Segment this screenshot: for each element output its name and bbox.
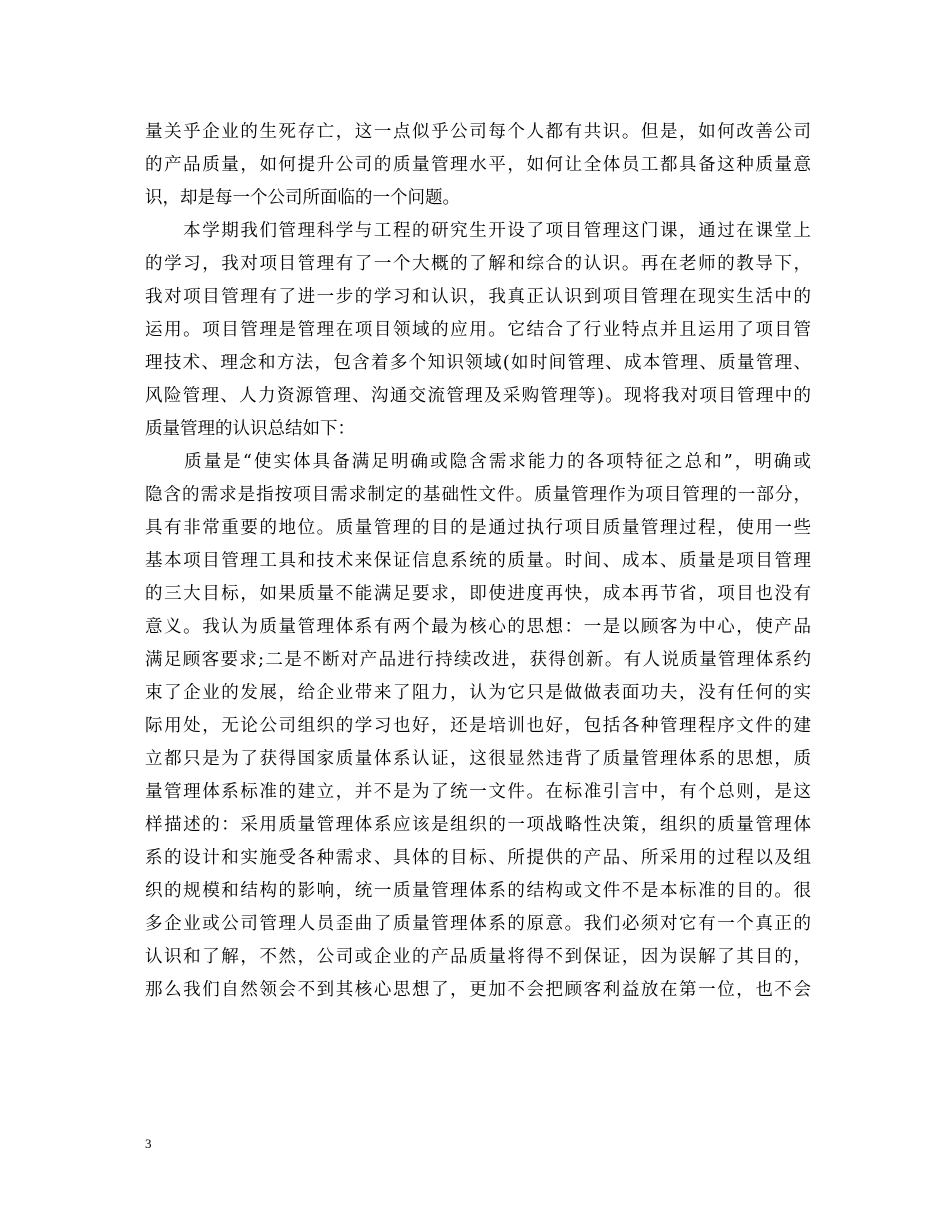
text-line: 系的设计和实施受各种需求、具体的目标、所提供的产品、所采用的过程以及组 [145, 848, 811, 868]
text-line: 样描述的：采用质量管理体系应该是组织的一项战略性决策，组织的质量管理体 [145, 815, 811, 835]
text-line: 多企业或公司管理人员歪曲了质量管理体系的原意。我们必须对它有一个真正的 [145, 914, 811, 934]
text-line: 质量管理的认识总结如下： [145, 419, 355, 439]
text-line: 具有非常重要的地位。质量管理的目的是通过执行项目质量管理过程，使用一些 [145, 518, 811, 538]
text-line: 满足顾客要求;二是不断对产品进行持续改进，获得创新。有人说质量管理体系约 [145, 650, 811, 670]
text-line: 本学期我们管理科学与工程的研究生开设了项目管理这门课，通过在课堂上 [145, 221, 811, 241]
text-line: 理技术、理念和方法，包含着多个知识领域(如时间管理、成本管理、质量管理、 [145, 353, 811, 373]
text-line: 我对项目管理有了进一步的学习和认识，我真正认识到项目管理在现实生活中的 [145, 287, 811, 307]
text-line: 那么我们自然领会不到其核心思想了，更加不会把顾客利益放在第一位，也不会 [145, 980, 811, 1000]
text-line: 的三大目标，如果质量不能满足要求，即使进度再快，成本再节省，项目也没有 [145, 584, 811, 604]
page-number: 3 [145, 1136, 152, 1151]
body-text [145, 116, 811, 1007]
text-line: 隐含的需求是指按项目需求制定的基础性文件。质量管理作为项目管理的一部分， [145, 485, 811, 505]
text-line: 意义。我认为质量管理体系有两个最为核心的思想：一是以顾客为中心，使产品 [145, 617, 811, 637]
text-line: 量关乎企业的生死存亡，这一点似乎公司每个人都有共识。但是，如何改善公司 [145, 122, 811, 142]
text-line: 的产品质量，如何提升公司的质量管理水平，如何让全体员工都具备这种质量意 [145, 155, 811, 175]
text-line: 运用。项目管理是管理在项目领域的应用。它结合了行业特点并且运用了项目管 [145, 320, 811, 340]
text-line: 质量是“使实体具备满足明确或隐含需求能力的各项特征之总和”，明确或 [145, 452, 811, 472]
text-line: 识，却是每一个公司所面临的一个问题。 [145, 188, 460, 208]
text-line: 风险管理、人力资源管理、沟通交流管理及采购管理等)。现将我对项目管理中的 [145, 386, 811, 406]
text-line: 际用处，无论公司组织的学习也好，还是培训也好，包括各种管理程序文件的建 [145, 716, 811, 736]
text-line: 束了企业的发展，给企业带来了阻力，认为它只是做做表面功夫，没有任何的实 [145, 683, 811, 703]
text-line: 的学习，我对项目管理有了一个大概的了解和综合的认识。再在老师的教导下， [145, 254, 811, 274]
text-line: 认识和了解，不然，公司或企业的产品质量将得不到保证，因为误解了其目的， [145, 947, 811, 967]
text-line: 立都只是为了获得国家质量体系认证，这很显然违背了质量管理体系的思想，质 [145, 749, 811, 769]
text-line: 基本项目管理工具和技术来保证信息系统的质量。时间、成本、质量是项目管理 [145, 551, 811, 571]
text-line: 织的规模和结构的影响，统一质量管理体系的结构或文件不是本标准的目的。很 [145, 881, 811, 901]
text-line: 量管理体系标准的建立，并不是为了统一文件。在标准引言中，有个总则，是这 [145, 782, 811, 802]
